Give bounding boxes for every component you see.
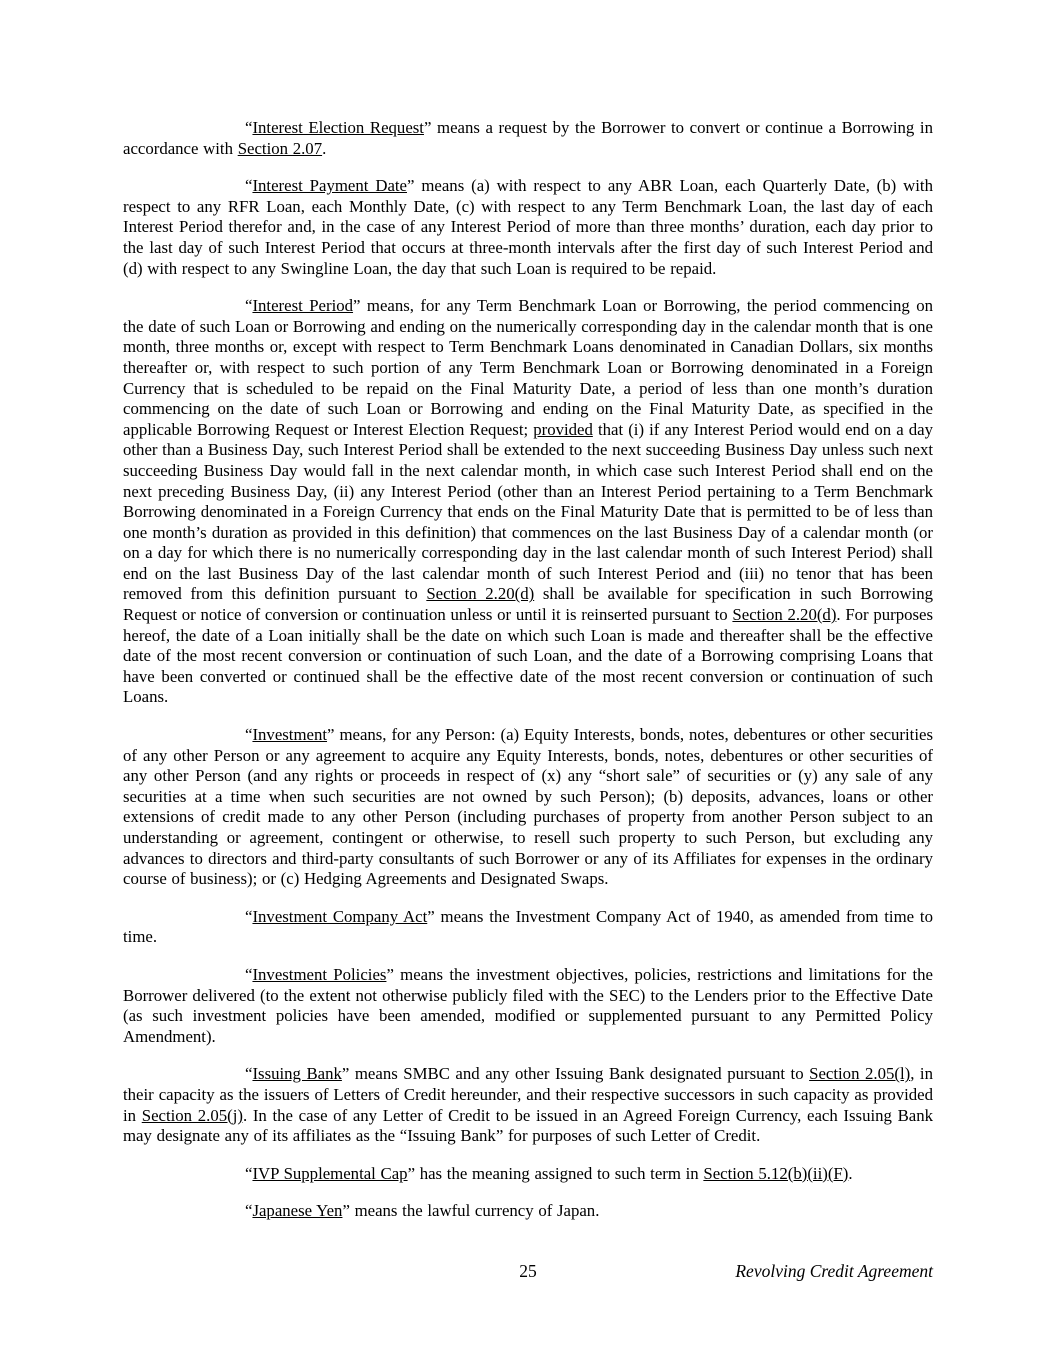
defined-term: Issuing Bank [252,1064,342,1084]
text-run: “ [245,1064,253,1084]
text-run: . [848,1163,853,1183]
text-run: ” means SMBC and any other Issuing Bank designated pursuant to [341,1064,810,1084]
document-body [123,118,933,1239]
paragraph [123,1064,933,1146]
text-run: “ [245,1163,253,1183]
text-run: ” means the lawful currency of Japan. [342,1201,600,1221]
defined-term: Japanese Yen [252,1201,343,1221]
section-reference: Section 2.20(d) [732,605,837,625]
footer-document-title: Revolving Credit Agreement [735,1261,933,1281]
text-run: shall be available for specification in such Borrowing Request or notice of conversion or continuation unless or until it is reinserted pursuant to [123,584,934,625]
text-run: . [322,138,327,158]
section-reference: Section 5.12(b)(ii)(F) [703,1163,849,1183]
text-run: that (i) if any Interest Period would end on a day other than a Business Day, such Interest Period shall be extended to the next succeeding Business Day unless such next succeeding Business Day would fall in the next calendar month, in which case such Interest Period shall end on the next preceding Business Day, (ii) any Interest Period (other than an Interest Period pertaining to a Term Benchmark Borrowing denominated in a Foreign Currency that ends on the Final Maturity Date that is permitted to be of less than one month’s duration as provided in this definition) that commences on the last Business Day of a calendar month (or on a day for which there is no numerically corresponding day in the last calendar month of such Interest Period) shall end on the last Business Day of the last calendar month of such Interest Period and (iii) no tenor that has been removed from this definition pursuant to [123,419,934,604]
text-run: “ [245,906,253,926]
paragraph [123,725,933,890]
section-reference: Section 2.05(j) [141,1105,243,1125]
text-run: “ [245,725,253,745]
page-number: 25 [519,1261,537,1281]
text-run: ” has the meaning assigned to such term in [407,1163,704,1183]
text-run: “ [245,964,253,984]
text-run: . In the case of any Letter of Credit to be issued in an Agreed Foreign Currency, each Issuing Bank may designate any of its affiliates as the “Issuing Bank” for purposes of such Letter of Credit. [123,1105,933,1146]
defined-term: Interest Period [252,296,354,316]
text-run: “ [245,118,253,137]
text-run: ” means the investment objectives, policies, restrictions and limitations for the Borrower delivered (to the extent not otherwise publicly filed with the SEC) to the Lenders prior to the Effective Date (as such investment policies have been amended, modified or supplemented pursuant to any Permitted Policy Amendment). [123,964,934,1046]
proviso-term: provided [533,419,593,439]
section-reference: Section 2.07 [237,138,323,158]
text-run: ” means, for any Person: (a) Equity Interests, bonds, notes, debentures or other securities of any other Person or any agreement to acquire any Equity Interests, bonds, notes, debentures or other securities of any other Person (and any rights or proceeds in respect of (x) any “short sale” of securities or (y) any sale of any securities at a time when such securities are not owned by such Person); (b) deposits, advances, loans or other extensions of credit made to any other Person (including purchases of property from another Person subject to an understanding or agreement, contingent or otherwise, to resell such property to such Person, but excluding any advances to directors and third-party consultants of such Borrower or any of its Affiliates for expenses in the ordinary course of business); or (c) Hedging Agreements and Designated Swaps. [123,725,933,889]
section-reference: Section 2.20(d) [426,584,535,604]
paragraph [123,965,933,1047]
text-run: , in their capacity as the issuers of Letters of Credit hereunder, and their respective successors in such capacity as provided in [123,1064,933,1125]
paragraph [123,118,933,159]
text-run: “ [245,1201,253,1221]
text-run: “ [245,176,253,196]
defined-term: Investment [252,725,328,745]
defined-term: Interest Payment Date [252,176,407,196]
text-run: . For purposes hereof, the date of a Loan initially shall be the date on which such Loan is made and thereafter shall be the effective date of the most recent conversion or continuation of such Loan, and the date of a Borrowing comprising Loans that have been converted or continued shall be the effective date of the most recent conversion or continuation of such Loans. [123,605,933,707]
defined-term: IVP Supplemental Cap [252,1163,408,1183]
paragraph [123,907,933,948]
defined-term: Investment Company Act [252,906,428,926]
text-run: ” means the Investment Company Act of 1940, as amended from time to time. [123,906,933,947]
text-run: “ [245,296,253,316]
text-run: ” means, for any Term Benchmark Loan or Borrowing, the period commencing on the date of such Loan or Borrowing and ending on the numerically corresponding day in the calendar month that is one month, three months or, except with respect to Term Benchmark Loans denominated in Canadian Dollars, six months thereafter or, with respect to such portion of any Term Benchmark Loan or Borrowing denominated in a Foreign Currency that is scheduled to be repaid on the Final Maturity Date, a period of less than one month’s duration commencing on the date of such Loan or Borrowing and ending on the Final Maturity Date, as specified in the applicable Borrowing Request or Interest Election Request; [123,296,933,439]
paragraph [123,1201,933,1222]
section-reference: Section 2.05(l) [809,1064,911,1084]
defined-term: Investment Policies [252,964,387,984]
paragraph [123,176,933,279]
paragraph [123,296,933,708]
text-run: ” means (a) with respect to any ABR Loan, each Quarterly Date, (b) with respect to any RFR Loan, each Monthly Date, (c) with respect to any Term Benchmark Loan, the last day of each Interest Period therefor and, in the case of any Interest Period of more than three months’ duration, each day prior to the last day of such Interest Period that occurs at three-month intervals after the first day of such Interest Period and (d) with respect to any Swingline Loan, the day that such Loan is required to be repaid. [123,176,933,278]
text-run: ” means a request by the Borrower to convert or continue a Borrowing in accordance with [123,118,933,158]
page-footer [123,1260,933,1282]
paragraph [123,1164,933,1185]
defined-term: Interest Election Request [252,118,424,137]
